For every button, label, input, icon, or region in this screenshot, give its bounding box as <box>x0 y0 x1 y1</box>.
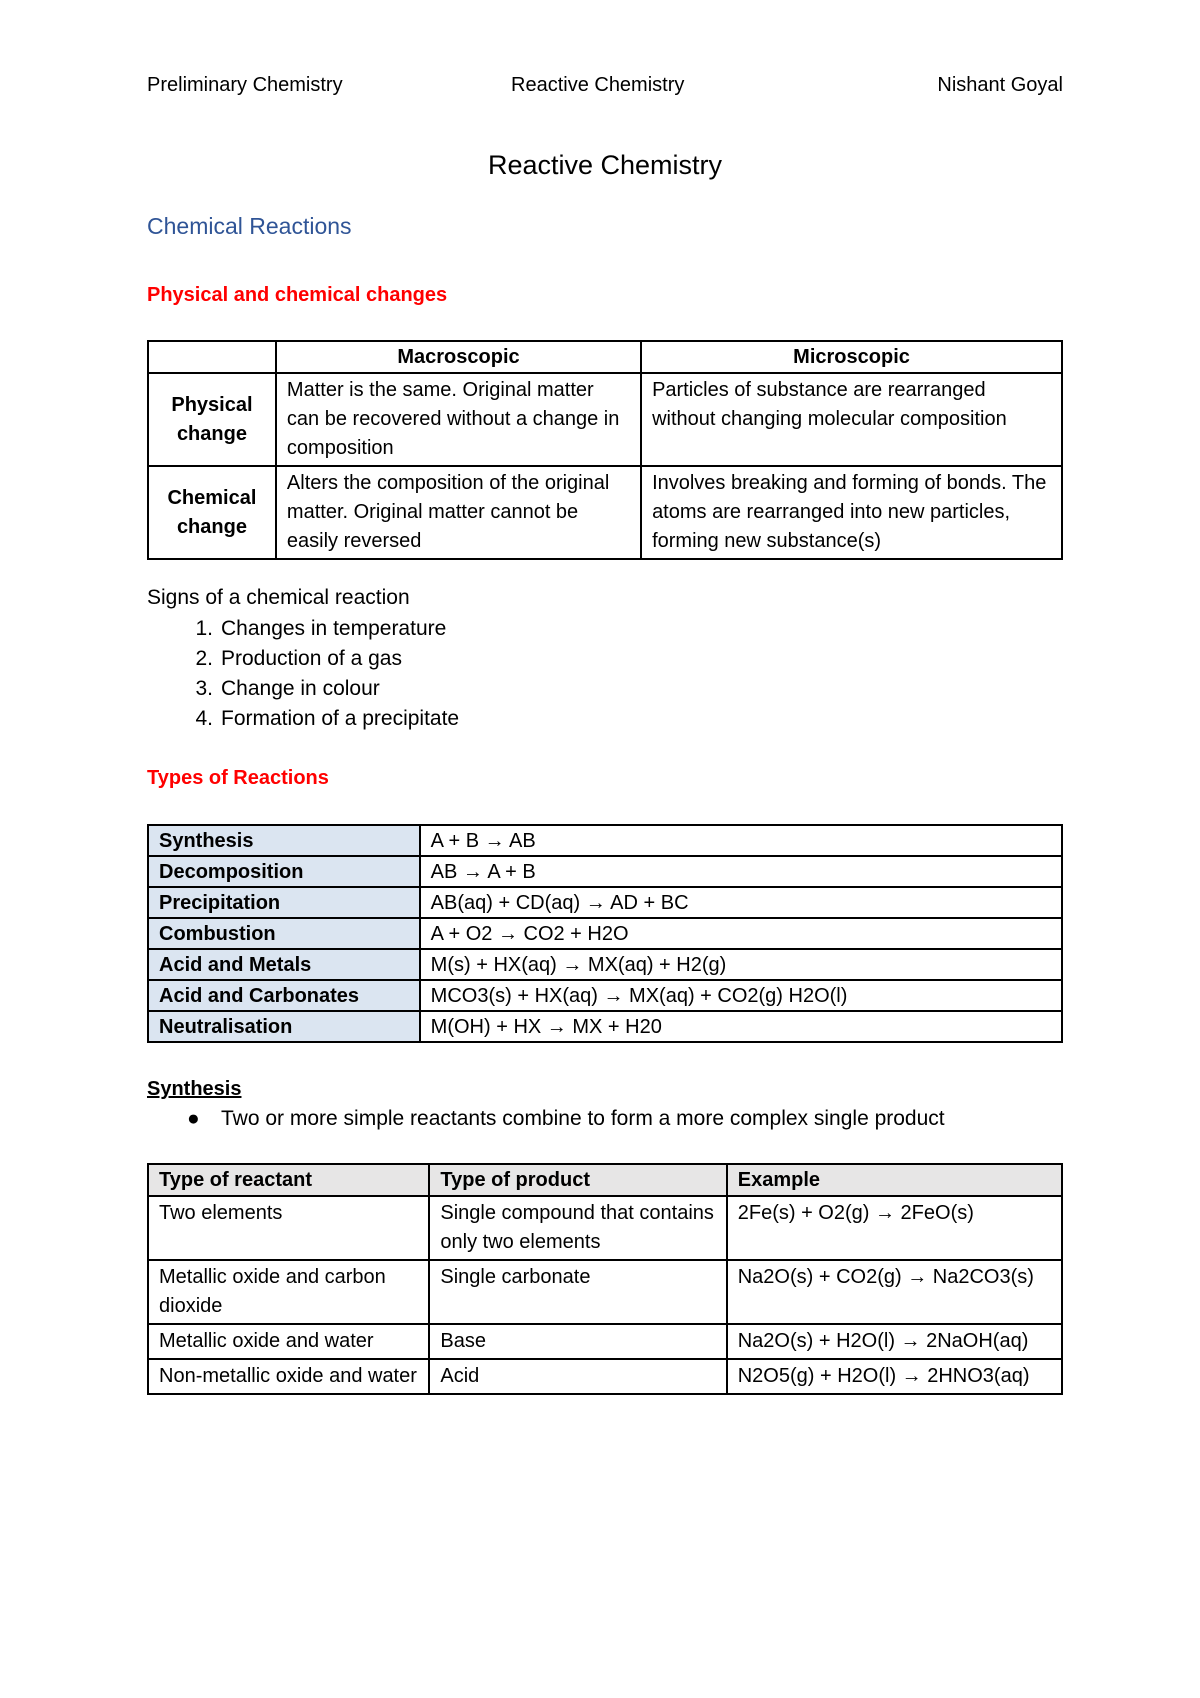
table-row <box>148 466 1062 559</box>
column-header <box>148 341 276 373</box>
types-heading: Types of Reactions <box>147 767 329 789</box>
table-cell: 2Fe(s) + O2(g) → 2FeO(s) <box>727 1196 1062 1260</box>
table-row: Decomposition AB → A + B <box>148 856 1062 887</box>
column-header: Microscopic <box>641 341 1062 373</box>
table-cell: Single carbonate <box>429 1260 726 1324</box>
table-row <box>148 1260 1062 1324</box>
table-row: Combustion A + O2 → CO2 + H2O <box>148 918 1062 949</box>
table-row <box>148 1196 1062 1260</box>
list-item: 4. Formation of a precipitate <box>195 707 460 730</box>
table-header-row <box>148 341 1062 373</box>
reaction-types-table <box>147 824 1063 1043</box>
list-item: 3. Change in colour <box>195 677 380 700</box>
synthesis-heading: Synthesis <box>147 1078 242 1100</box>
physical-chemical-table <box>147 340 1063 560</box>
column-header: Type of reactant <box>148 1164 429 1196</box>
synthesis-table <box>147 1163 1063 1395</box>
table-cell: Two elements <box>148 1196 429 1260</box>
synthesis-bullet: ● Two or more simple reactants combine to form a more complex single product <box>187 1107 945 1130</box>
table-cell: Base <box>429 1324 726 1359</box>
table-cell: Na2O(s) + CO2(g) → Na2CO3(s) <box>727 1260 1062 1324</box>
table-row: Acid and Carbonates MCO3(s) + HX(aq) → MX(aq) + CO2(g) H2O(l) <box>148 980 1062 1011</box>
physical-chemical-heading: Physical and chemical changes <box>147 284 448 306</box>
list-item: 2. Production of a gas <box>195 647 402 670</box>
table-cell: Acid <box>429 1359 726 1394</box>
table-row <box>148 373 1062 466</box>
table-row: Synthesis A + B → AB <box>148 825 1062 856</box>
signs-heading: Signs of a chemical reaction <box>147 586 410 609</box>
column-header: Example <box>727 1164 1062 1196</box>
table-row <box>148 1359 1062 1394</box>
row-label: Chemical change <box>148 466 276 559</box>
table-cell: Metallic oxide and carbon dioxide <box>148 1260 429 1324</box>
table-cell: Involves breaking and forming of bonds. The atoms are rearranged into new particles, forming new substance(s) <box>641 466 1062 559</box>
header-center: Reactive Chemistry <box>511 74 685 96</box>
bullet-icon: ● <box>187 1107 200 1130</box>
table-cell: Na2O(s) + H2O(l) → 2NaOH(aq) <box>727 1324 1062 1359</box>
list-item: 1. Changes in temperature <box>195 617 447 640</box>
section-heading: Chemical Reactions <box>147 213 352 239</box>
table-row: Acid and Metals M(s) + HX(aq) → MX(aq) + H2(g) <box>148 949 1062 980</box>
table-cell: Single compound that contains only two elements <box>429 1196 726 1260</box>
signs-list <box>147 614 459 734</box>
table-header-row <box>148 1164 1062 1196</box>
table-cell: Particles of substance are rearranged without changing molecular composition <box>641 373 1062 466</box>
table-cell: Matter is the same. Original matter can be recovered without a change in composition <box>276 373 641 466</box>
table-cell: Metallic oxide and water <box>148 1324 429 1359</box>
column-header: Macroscopic <box>276 341 641 373</box>
page-title: Reactive Chemistry <box>487 150 723 180</box>
table-cell: Alters the composition of the original matter. Original matter cannot be easily reversed <box>276 466 641 559</box>
row-label: Physical change <box>148 373 276 466</box>
table-cell: Non-metallic oxide and water <box>148 1359 429 1394</box>
header-left: Preliminary Chemistry <box>147 74 343 96</box>
table-row <box>148 1324 1062 1359</box>
header-right: Nishant Goyal <box>937 74 1063 96</box>
table-row: Neutralisation M(OH) + HX → MX + H20 <box>148 1011 1062 1042</box>
column-header: Type of product <box>429 1164 726 1196</box>
table-cell: N2O5(g) + H2O(l) → 2HNO3(aq) <box>727 1359 1062 1394</box>
table-row: Precipitation AB(aq) + CD(aq) → AD + BC <box>148 887 1062 918</box>
